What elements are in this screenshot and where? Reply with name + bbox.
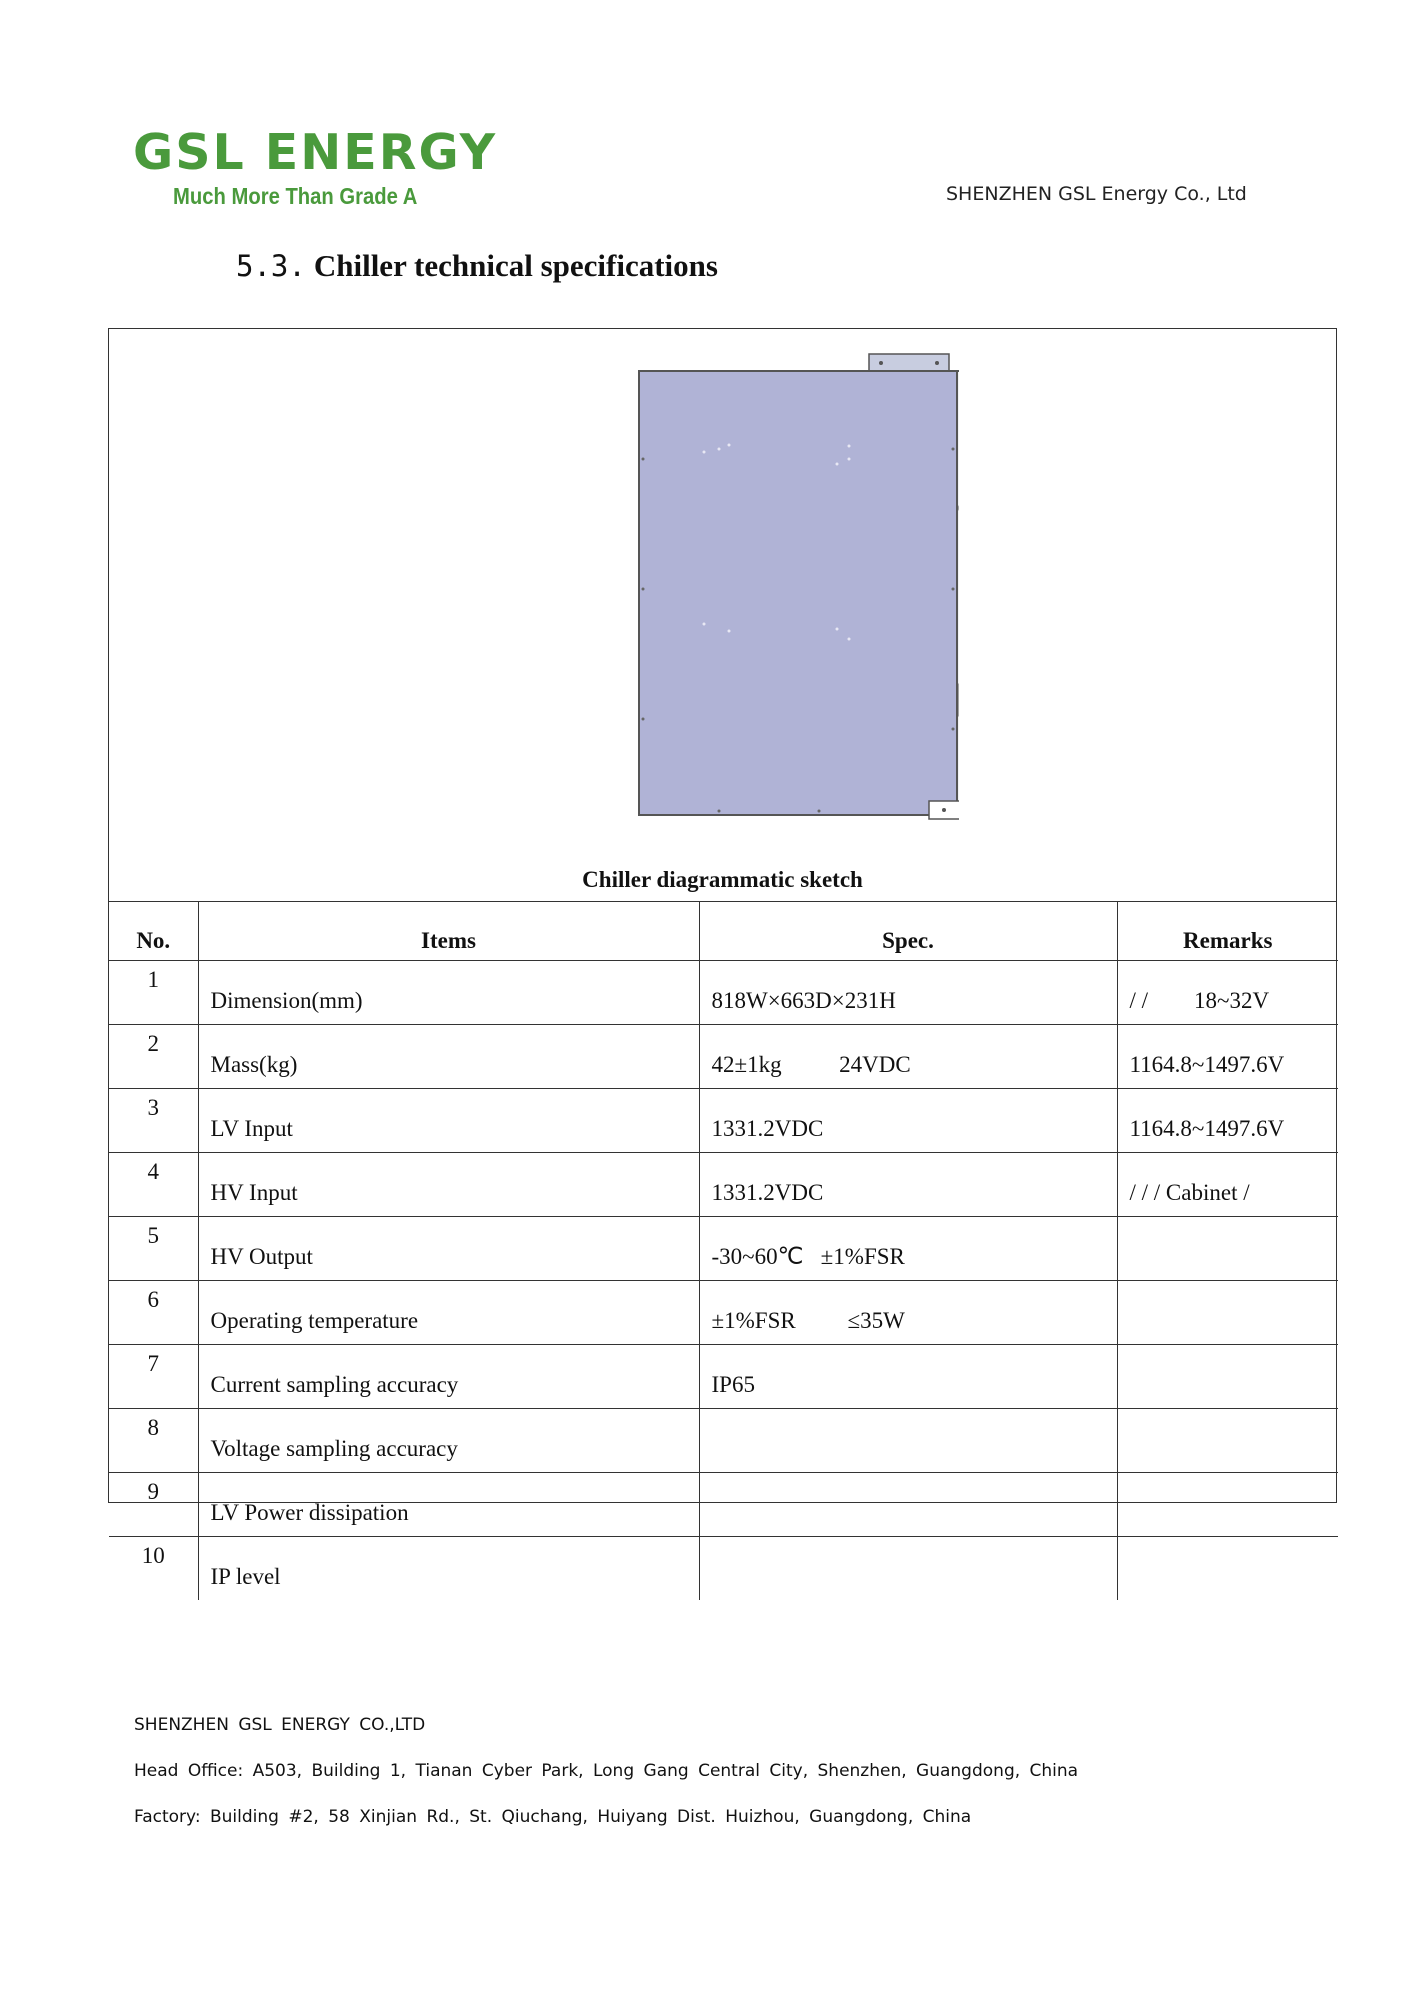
row-item: LV Power dissipation — [198, 1473, 699, 1537]
row-item: Mass(kg) — [198, 1025, 699, 1089]
row-spec — [699, 1537, 1117, 1601]
row-remark — [1117, 1345, 1338, 1409]
column-header-remarks: Remarks — [1117, 901, 1338, 961]
chiller-sketch-image — [519, 349, 959, 849]
table-row — [109, 1217, 1338, 1281]
row-number: 5 — [109, 1217, 198, 1281]
row-number: 1 — [109, 961, 198, 1025]
row-number: 7 — [109, 1345, 198, 1409]
row-remark — [1117, 1537, 1338, 1601]
row-spec: IP65 — [699, 1345, 1117, 1409]
spec-frame — [108, 328, 1337, 1589]
table-row — [109, 1153, 1338, 1217]
spec-table — [109, 901, 1338, 1600]
row-spec: 818W×663D×231H — [699, 961, 1117, 1025]
section-number: 5.3. — [236, 249, 306, 283]
table-row — [109, 1281, 1338, 1345]
row-spec: 1331.2VDC — [699, 1153, 1117, 1217]
row-item: IP level — [198, 1537, 699, 1601]
row-number: 8 — [109, 1409, 198, 1473]
logo-wordmark: GSL ENERGY — [133, 124, 498, 181]
row-number: 9 — [109, 1473, 198, 1537]
column-header-items: Items — [198, 901, 699, 961]
row-spec — [699, 1409, 1117, 1473]
row-remark: / / / Cabinet / — [1117, 1153, 1338, 1217]
row-remark — [1117, 1409, 1338, 1473]
row-number: 3 — [109, 1089, 198, 1153]
row-number: 10 — [109, 1537, 198, 1601]
row-spec: 42±1kg 24VDC — [699, 1025, 1117, 1089]
company-logo — [133, 124, 498, 210]
row-spec: ±1%FSR ≤35W — [699, 1281, 1117, 1345]
row-item: Dimension(mm) — [198, 961, 699, 1025]
row-item: HV Input — [198, 1153, 699, 1217]
footer-company: SHENZHEN GSL ENERGY CO.,LTD — [134, 1715, 426, 1735]
table-row — [109, 1089, 1338, 1153]
row-remark: / / 18~32V — [1117, 961, 1338, 1025]
footer-factory: Factory: Building #2, 58 Xinjian Rd., St. Qiuchang, Huiyang Dist. Huizhou, Guangdong, China — [134, 1807, 972, 1827]
column-header-spec: Spec. — [699, 901, 1117, 961]
row-number: 2 — [109, 1025, 198, 1089]
row-item: Voltage sampling accuracy — [198, 1409, 699, 1473]
row-item: Operating temperature — [198, 1281, 699, 1345]
table-row — [109, 1409, 1338, 1473]
table-header-row — [109, 901, 1338, 961]
footer-head-office: Head Office: A503, Building 1, Tianan Cyber Park, Long Gang Central City, Shenzhen, Guangdong, China — [134, 1761, 1079, 1781]
section-title: Chiller technical specifications — [313, 248, 718, 283]
sketch-caption: Chiller diagrammatic sketch — [582, 867, 863, 892]
row-item: LV Input — [198, 1089, 699, 1153]
section-heading — [236, 248, 718, 284]
logo-tagline: Much More Than Grade A — [173, 183, 418, 209]
row-remark — [1117, 1473, 1338, 1537]
row-item: Current sampling accuracy — [198, 1345, 699, 1409]
row-number: 4 — [109, 1153, 198, 1217]
column-header-no: No. — [109, 901, 198, 961]
row-spec: -30~60℃ ±1%FSR — [699, 1217, 1117, 1281]
row-remark: 1164.8~1497.6V — [1117, 1089, 1338, 1153]
table-row — [109, 1537, 1338, 1601]
row-spec: 1331.2VDC — [699, 1089, 1117, 1153]
sketch-area — [109, 329, 1336, 902]
table-row — [109, 961, 1338, 1025]
header-company-name: SHENZHEN GSL Energy Co., Ltd — [946, 183, 1247, 205]
table-row — [109, 1345, 1338, 1409]
row-item: HV Output — [198, 1217, 699, 1281]
row-remark: 1164.8~1497.6V — [1117, 1025, 1338, 1089]
table-row — [109, 1025, 1338, 1089]
table-row — [109, 1473, 1338, 1537]
row-spec — [699, 1473, 1117, 1537]
row-remark — [1117, 1281, 1338, 1345]
row-number: 6 — [109, 1281, 198, 1345]
row-remark — [1117, 1217, 1338, 1281]
